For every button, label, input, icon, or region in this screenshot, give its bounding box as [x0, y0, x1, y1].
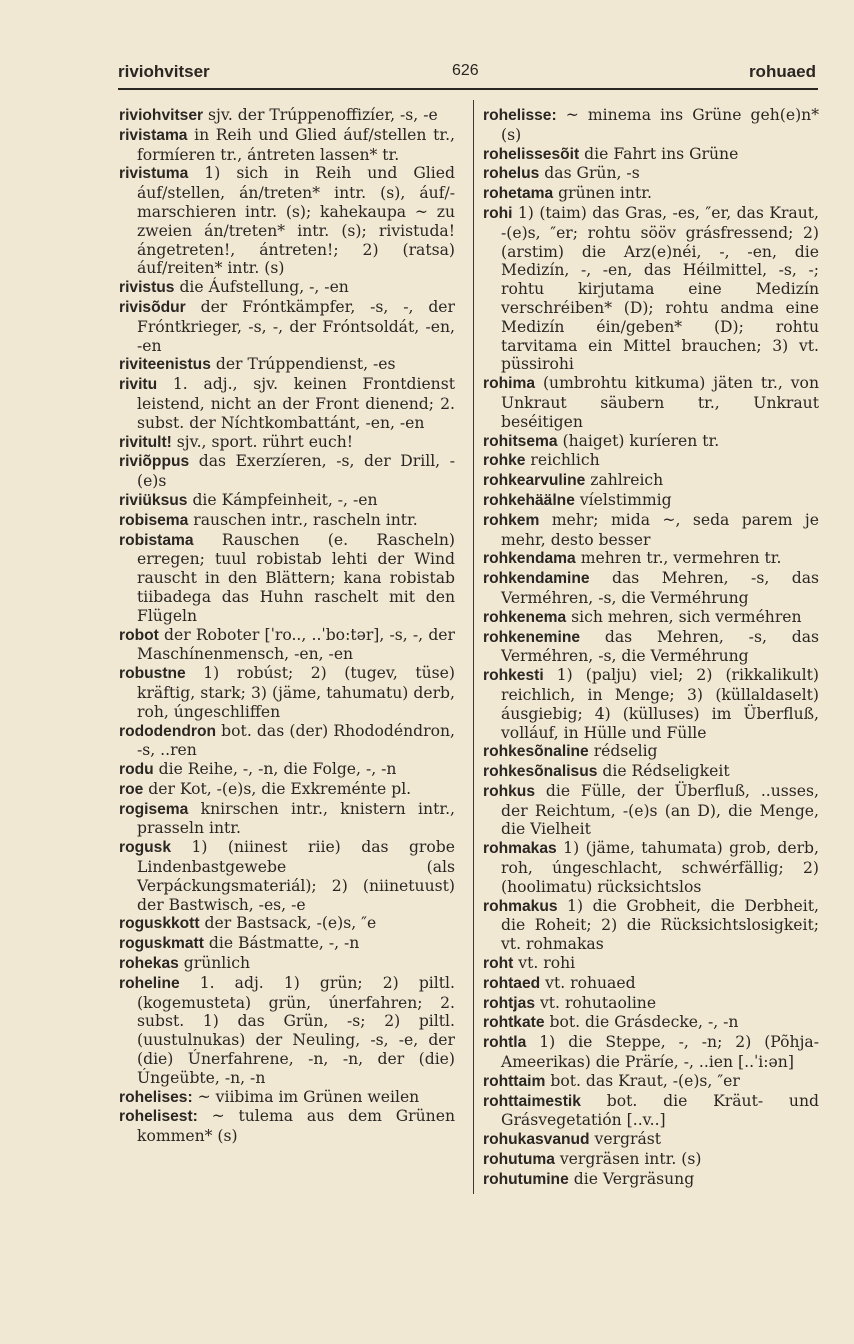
headword: roe	[119, 780, 144, 798]
headword: rodu	[119, 761, 154, 779]
headword: rododendron	[119, 722, 217, 740]
entry: rohima (umbrohtu kitkuma) jäten tr., von Unkraut säubern tr., Unkraut beséitigen	[483, 374, 819, 431]
headword: rohkehäälne	[483, 491, 575, 509]
entry: rohkem mehr; mida ~, seda parem je mehr, desto besser	[483, 510, 819, 549]
headword: rohutuma	[483, 1151, 555, 1169]
headword: rohelus	[483, 165, 540, 183]
entry: rohelisest: ~ tulema aus dem Grünen kommen* (s)	[119, 1107, 455, 1146]
entry: rivistus die Áufstellung, -, -en	[119, 278, 349, 297]
headword: robustne	[119, 665, 186, 683]
entry: rohutumine die Vergräsung	[483, 1169, 695, 1188]
headword: rivistuma	[119, 165, 189, 183]
entry: rohkendamine das Mehren, -s, das Verméhren, -s, die Verméhrung	[483, 569, 819, 607]
column-divider	[473, 100, 474, 1194]
entry: rohkenema sich mehren, sich verméhren	[483, 607, 802, 626]
entry: rivistuma 1) sich in Reih und Glied áuf/stellen, án/treten* intr. (s), áuf/-marschieren intr. (s); kahekaupa ~ zu zweien án/treten* intr. (s); rivistuda! ángetreten!, ántreten!; 2) (ratsa) áuf/reiten* intr. (s)	[119, 164, 455, 278]
headword: rohelises:	[119, 1088, 193, 1106]
headword: rivistus	[119, 279, 175, 297]
entry: robot der Roboter [ˈro.., ..ˈbo:tər], -s, -, der Maschínenmensch, -en, -en	[119, 625, 455, 664]
entry: rohelisse: ~ minema ins Grüne geh(e)n* (s)	[483, 106, 819, 144]
headword: robisema	[119, 511, 189, 529]
headword: rohkearvuline	[483, 472, 586, 490]
headword: rohutumine	[483, 1170, 569, 1188]
headword: rohtjas	[483, 994, 535, 1012]
headword: rohtla	[483, 1034, 527, 1052]
headword: rohi	[483, 204, 513, 222]
headword: roguskkott	[119, 915, 200, 933]
entry: rohukasvanud vergrást	[483, 1130, 662, 1149]
headword: riviohvitser	[119, 107, 204, 124]
headword: rohkesõnalisus	[483, 763, 598, 781]
entry: rohitsema (haiget) kuríeren tr.	[483, 431, 720, 450]
headword: rohitsema	[483, 432, 558, 450]
headword: riviõppus	[119, 453, 190, 471]
entry: rohkesõnalisus die Rédseligkeit	[483, 762, 730, 781]
entry: roheline 1. adj. 1) grün; 2) piltl. (kogemusteta) grün, únerfahren; 2. subst. 1) das Grün, -s; 2) piltl. (uustulnukas) der Neuling, -s, -e, der (die) Únerfahrene, -n, -n, der (die) Úngeübte, -n, -n	[119, 973, 455, 1087]
page-number: 626	[452, 62, 479, 79]
entry: rivisõdur der Fróntkämpfer, -s, -, der Fróntkrieger, -s, -, der Fróntsoldát, -en, -en	[119, 297, 455, 355]
entry: rohtaed vt. rohuaed	[483, 973, 636, 992]
headword: rohekas	[119, 955, 179, 973]
entry: rohkehäälne víelstimmig	[483, 490, 672, 509]
headword: rohkenema	[483, 608, 567, 626]
headword: rohmakas	[483, 840, 557, 858]
entry: rohkenemine das Mehren, -s, das Verméhren, -s, die Verméhrung	[483, 627, 819, 666]
entry: rohekas grünlich	[119, 954, 251, 973]
entry: rohkus die Fülle, der Überfluß, ..usses, der Reichtum, -(e)s (an D), die Menge, die Vielheit	[483, 781, 819, 839]
entry: roguskkott der Bastsack, -(e)s, ″e	[119, 914, 377, 933]
header-rule	[118, 88, 818, 90]
entry: rohelises: ~ viibima im Grünen weilen	[119, 1087, 420, 1106]
entry: robisema rauschen intr., rascheln intr.	[119, 510, 418, 529]
entry: rohkendama mehren tr., vermehren tr.	[483, 549, 782, 568]
entry: rodu die Reihe, -, -n, die Folge, -, -n	[119, 760, 397, 779]
headword: rohmakus	[483, 897, 558, 915]
entry: rohelissesõit die Fahrt ins Grüne	[483, 144, 739, 163]
headword: rohelisest:	[119, 1108, 198, 1126]
entry: rohtkate bot. die Grásdecke, -, -n	[483, 1013, 739, 1032]
headword: rohkem	[483, 511, 540, 529]
entry: rohutuma vergräsen intr. (s)	[483, 1150, 702, 1169]
entry: riviüksus die Kámpfeinheit, -, -en	[119, 490, 378, 509]
headword: rohkenemine	[483, 628, 581, 646]
right-column	[483, 106, 819, 1190]
headword: roht	[483, 955, 514, 973]
headword: rohtaed	[483, 974, 541, 992]
headword: rohkus	[483, 782, 535, 800]
entry: rohttaim bot. das Kraut, -(e)s, ″er	[483, 1071, 740, 1090]
entry: rohkearvuline zahlreich	[483, 471, 664, 490]
entry: riviõppus das Exerzíeren, -s, der Drill, -(e)s	[119, 452, 455, 491]
headword: rohkesti	[483, 667, 544, 685]
entry: rivistama in Reih und Glied áuf/stellen tr., formíeren tr., ántreten lassen* tr.	[119, 125, 455, 164]
entry: rogisema knirschen intr., knistern intr., prasseln intr.	[119, 799, 455, 838]
entry: robistama Rauschen (e. Rascheln) erregen; tuul robistab lehti der Wind rauscht in den Blättern; kana robistab tiibadega das Huhn raschelt mit den Flügeln	[119, 530, 455, 625]
entry: rivitult! sjv., sport. rührt euch!	[119, 432, 354, 451]
entry: riviteenistus der Trúppendienst, -es	[119, 355, 396, 374]
headword: rohke	[483, 452, 526, 470]
headword: rohtkate	[483, 1014, 545, 1032]
entry: rohetama grünen intr.	[483, 184, 652, 203]
headword: robot	[119, 626, 159, 644]
headword: rohkesõnaline	[483, 743, 589, 761]
headword: rivisõdur	[119, 298, 186, 316]
entry: rogusk 1) (niinest riie) das grobe Lindenbastgewebe (als Verpáckungsmateriál); 2) (niinetuust) der Bastwisch, -es, -e	[119, 838, 455, 914]
left-column	[119, 106, 455, 1146]
entry: rohtjas vt. rohutaoline	[483, 993, 657, 1012]
headword: rogusk	[119, 839, 171, 857]
headword: rohelissesõit	[483, 145, 580, 163]
headword: rivistama	[119, 126, 188, 144]
entry: rohkesti 1) (palju) viel; 2) (rikkalikult) reichlich, in Menge; 3) (küllaldaselt) áusgiebig; 4) (külluses) im Überfluß, volláuf, in Hülle und Fülle	[483, 666, 819, 742]
entry: rohttaimestik bot. die Kräut- und Grásvegetatión [..v..]	[483, 1091, 819, 1130]
headword: roheline	[119, 974, 180, 992]
entry: rododendron bot. das (der) Rhododéndron, -s, ..ren	[119, 721, 455, 760]
headword: rohttaimestik	[483, 1092, 581, 1110]
entry: rohke reichlich	[483, 451, 600, 470]
entry: rohtla 1) die Steppe, -, -n; 2) (Põhja-Ameerikas) die Präríe, -, ..ien [..ˈi:ən]	[483, 1033, 819, 1072]
headword: rohttaim	[483, 1072, 546, 1090]
headword: rohima	[483, 375, 535, 393]
entry: riviohvitser sjv. der Trúppenoffizíer, -s, -e	[119, 106, 438, 124]
running-head-right: rohuaed	[748, 62, 816, 81]
entry: rohmakas 1) (jäme, tahumata) grob, derb, roh, úngeschlacht, schwérfällig; 2) (hoolimatu) rücksichtslos	[483, 839, 819, 896]
headword: rivitu	[119, 376, 158, 394]
headword: riviteenistus	[119, 356, 211, 374]
headword: rohukasvanud	[483, 1131, 590, 1149]
headword: rohetama	[483, 185, 554, 203]
entry: roe der Kot, -(e)s, die Exkreménte pl.	[119, 779, 412, 798]
entry: rohelus das Grün, -s	[483, 164, 640, 183]
headword: roguskmatt	[119, 935, 204, 953]
entry: robustne 1) robúst; 2) (tugev, tüse) kräftig, stark; 3) (jäme, tahumatu) derb, roh, úngeschliffen	[119, 664, 455, 721]
headword: rohkendamine	[483, 570, 590, 588]
entry: rohi 1) (taim) das Gras, -es, ″er, das Kraut, -(e)s, ″er; rohtu sööv grásfressend; 2) (arstim) die Arz(e)néi, -, -en, die Medizín, -, -en, das Héilmittel, -s, -; rohtu kirjutama eine Medizín verschréiben* (D); rohtu andma eine Medizín éin/geben* (D); rohtu tarvitama ein Mittel brauchen; 3) vt. püssirohi	[483, 203, 819, 374]
headword: rohkendama	[483, 550, 576, 568]
headword: rivitult!	[119, 433, 172, 451]
entry: rohkesõnaline rédselig	[483, 742, 658, 761]
headword: rohelisse:	[483, 107, 557, 124]
headword: robistama	[119, 531, 194, 549]
running-head-left: riviohvitser	[118, 62, 210, 81]
entry: rivitu 1. adj., sjv. keinen Frontdienst leistend, nicht an der Front dienend; 2. subst. der Níchtkombattánt, -en, -en	[119, 375, 455, 432]
headword: rogisema	[119, 800, 189, 818]
entry: rohmakus 1) die Grobheit, die Derbheit, die Roheit; 2) die Rücksichtslosigkeit; vt. rohmakas	[483, 896, 819, 954]
entry: roguskmatt die Bástmatte, -, -n	[119, 934, 360, 953]
headword: riviüksus	[119, 491, 188, 509]
entry: roht vt. rohi	[483, 954, 576, 973]
